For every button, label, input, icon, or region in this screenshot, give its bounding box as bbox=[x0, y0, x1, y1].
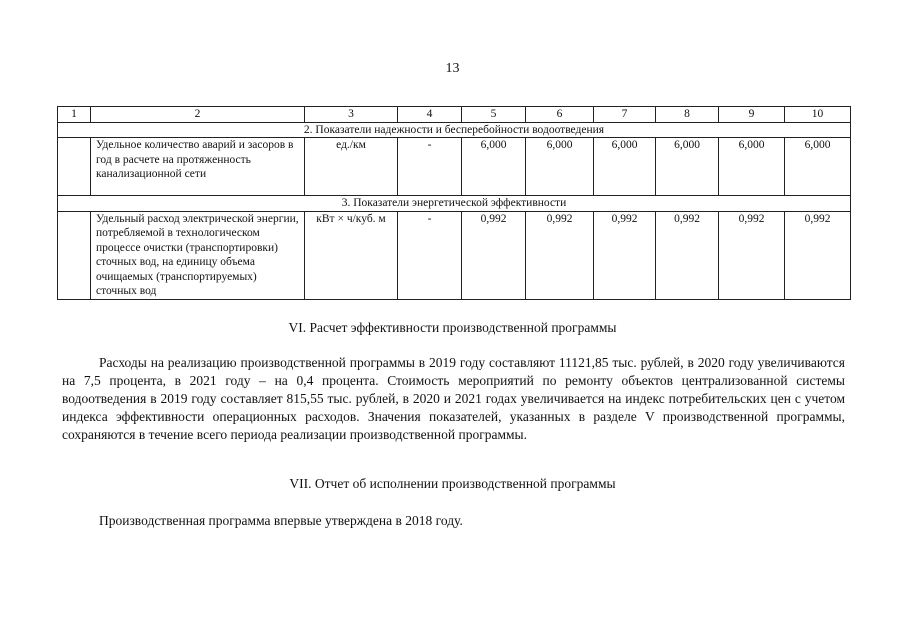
section-6-paragraph: Расходы на реализацию производственной программы в 2019 году составляют 11121,85 тыс. рублей, в 2020 году увеличиваются на 7,5 процента, в 2021 году – на 0,4 процента. Стоимость мероприятий по ремонту объектов централизованной системы водоотведения в 2019 году составляет 815,55 тыс. рублей, в 2020 и 2021 годах увеличивается на индекс потребительских цен с учетом индекса эффективности операционных расходов. Значения показателей, указанных в разделе V производственной программы, сохраняются в течение всего периода реализации производственной программы. bbox=[62, 355, 845, 442]
base-value-cell: - bbox=[398, 138, 462, 196]
header-cell: 9 bbox=[719, 107, 785, 123]
value-cell: 6,000 bbox=[594, 138, 656, 196]
row-number-cell bbox=[58, 138, 91, 196]
value-cell: 6,000 bbox=[462, 138, 526, 196]
section-7-paragraph: Производственная программа впервые утверждена в 2018 году. bbox=[99, 513, 463, 528]
section-row-reliability bbox=[58, 122, 851, 138]
value-cell: 0,992 bbox=[719, 211, 785, 299]
table-header-row bbox=[58, 107, 851, 123]
section-title-energy: 3. Показатели энергетической эффективности bbox=[58, 196, 851, 212]
section-7-title: VII. Отчет об исполнении производственной программы bbox=[289, 476, 616, 491]
header-cell: 2 bbox=[91, 107, 305, 123]
base-value-cell: - bbox=[398, 211, 462, 299]
header-cell: 6 bbox=[526, 107, 594, 123]
value-cell: 6,000 bbox=[719, 138, 785, 196]
header-cell: 5 bbox=[462, 107, 526, 123]
header-cell: 7 bbox=[594, 107, 656, 123]
value-cell: 0,992 bbox=[526, 211, 594, 299]
value-cell: 0,992 bbox=[656, 211, 719, 299]
value-cell: 6,000 bbox=[526, 138, 594, 196]
header-cell: 4 bbox=[398, 107, 462, 123]
indicator-name: Удельное количество аварий и засоров в год в расчете на протяженность канализационной сети bbox=[91, 138, 305, 196]
table-row bbox=[58, 138, 851, 196]
value-cell: 0,992 bbox=[785, 211, 851, 299]
header-cell: 8 bbox=[656, 107, 719, 123]
unit-cell: ед./км bbox=[305, 138, 398, 196]
table-row bbox=[58, 211, 851, 299]
indicators-table bbox=[57, 106, 851, 300]
value-cell: 6,000 bbox=[785, 138, 851, 196]
page-number: 13 bbox=[445, 61, 460, 76]
value-cell: 0,992 bbox=[462, 211, 526, 299]
value-cell: 0,992 bbox=[594, 211, 656, 299]
header-cell: 1 bbox=[58, 107, 91, 123]
header-cell: 10 bbox=[785, 107, 851, 123]
row-number-cell bbox=[58, 211, 91, 299]
unit-cell: кВт × ч/куб. м bbox=[305, 211, 398, 299]
section-row-energy bbox=[58, 196, 851, 212]
section-6-title: VI. Расчет эффективности производственной программы bbox=[288, 320, 617, 335]
header-cell: 3 bbox=[305, 107, 398, 123]
indicator-name: Удельный расход электрической энергии, потребляемой в технологическом процессе очистки (транспортировки) сточных вод, на единицу объема очищаемых (транспортируемых) сточных вод bbox=[91, 211, 305, 299]
section-title-reliability: 2. Показатели надежности и бесперебойности водоотведения bbox=[58, 122, 851, 138]
value-cell: 6,000 bbox=[656, 138, 719, 196]
